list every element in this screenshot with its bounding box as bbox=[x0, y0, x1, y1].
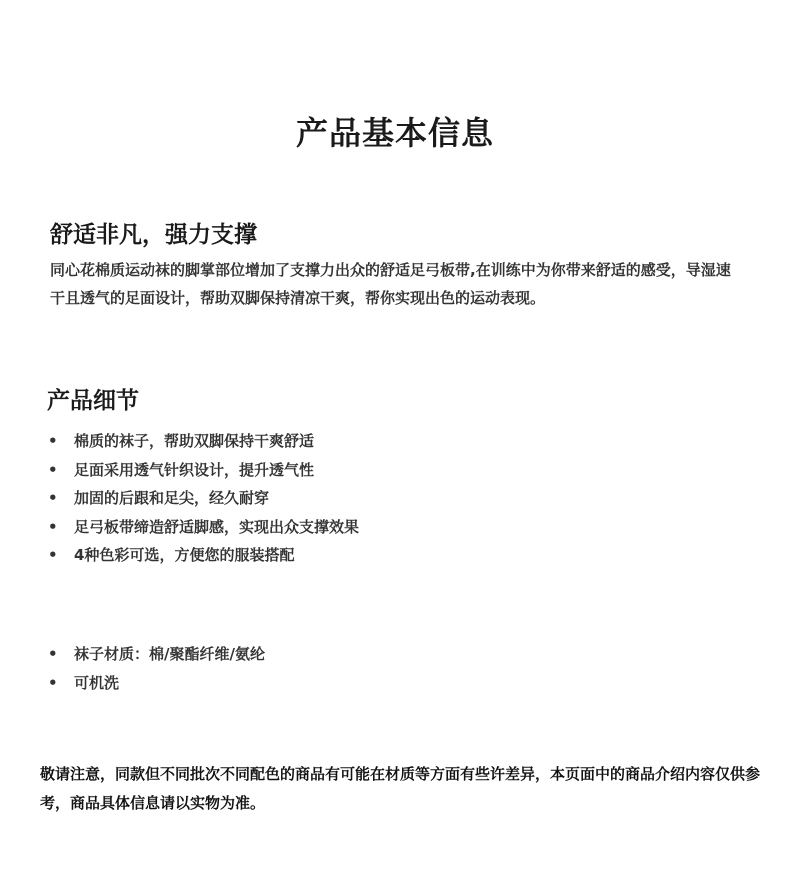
list-item bbox=[42, 640, 265, 669]
bullet-icon: • bbox=[48, 460, 58, 479]
list-item bbox=[42, 541, 359, 570]
list-item bbox=[42, 669, 265, 698]
details-list bbox=[42, 427, 359, 570]
list-item bbox=[42, 513, 359, 542]
list-item-label: 袜子材质：棉/聚酯纤维/氨纶 bbox=[74, 645, 265, 663]
list-item bbox=[42, 427, 359, 456]
notice-paragraph: 敬请注意，同款但不同批次不同配色的商品有可能在材质等方面有些许差异，本页面中的商品介绍内容仅供参考，商品具体信息请以实物为准。 bbox=[40, 765, 761, 812]
bullet-icon: • bbox=[48, 517, 58, 536]
list-item-label: 加固的后跟和足尖，经久耐穿 bbox=[74, 489, 270, 507]
bullet-icon: • bbox=[48, 546, 58, 564]
bullet-icon: • bbox=[48, 673, 58, 692]
list-item bbox=[42, 456, 359, 485]
list-item-label: 棉质的袜子，帮助双脚保持干爽舒适 bbox=[74, 432, 315, 450]
bullet-icon: • bbox=[48, 645, 58, 663]
list-item bbox=[42, 484, 359, 513]
specs-list bbox=[42, 640, 265, 697]
list-item-label: 可机洗 bbox=[74, 673, 120, 692]
list-item-label: 4种色彩可选，方便您的服装搭配 bbox=[74, 546, 295, 564]
list-item-label: 足面采用透气针织设计，提升透气性 bbox=[74, 460, 315, 479]
page-title: 产品基本信息 bbox=[295, 114, 494, 152]
intro-heading: 舒适非凡，强力支撑 bbox=[50, 222, 257, 248]
intro-paragraph: 同心花棉质运动袜的脚掌部位增加了支撑力出众的舒适足弓板带,在训练中为你带来舒适的感受，导湿速干且透气的足面设计，帮助双脚保持清凉干爽，帮你实现出色的运动表现。 bbox=[50, 261, 731, 307]
list-item-label: 足弓板带缔造舒适脚感，实现出众支撑效果 bbox=[74, 517, 360, 536]
bullet-icon: • bbox=[48, 432, 58, 450]
details-heading: 产品细节 bbox=[47, 388, 139, 414]
bullet-icon: • bbox=[48, 489, 58, 507]
